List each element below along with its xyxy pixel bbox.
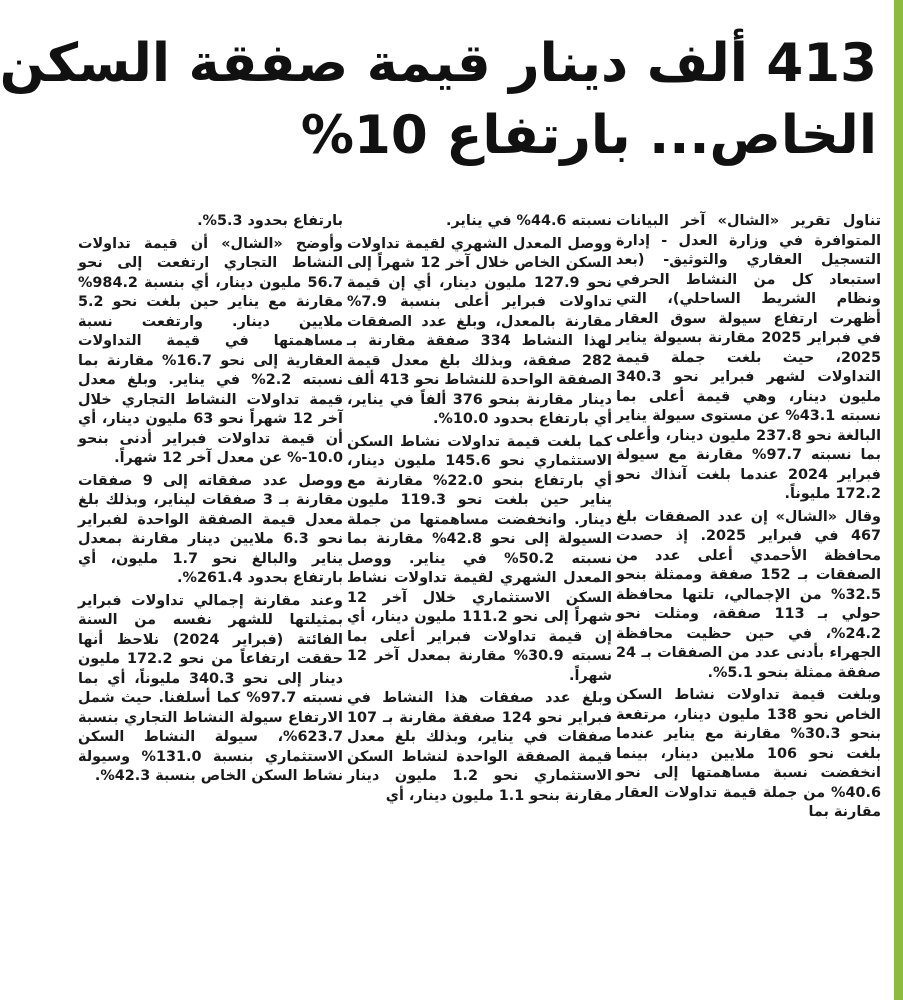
headline-line-2: الخاص... بارتفاع 10% [300,105,877,166]
paragraph: وأوضح «الشال» أن قيمة تداولات النشاط التجاري ارتفعت إلى نحو 56.7 مليون دينار، أي بنسبة 984.2% مقارنة مع يناير حين بلغت نحو 5.2 ملايين دينار. وارتفعت نسبة مساهمتها في قيمة التداولات العقارية إلى نحو 16.7% مقارنة بما نسبته 2.2% في يناير. وبلغ معدل قيمة تداولات النشاط التجاري خلال آخر 12 شهراً نحو 63 مليون دينار، أي أن قيمة تداولات فبراير أدنى بنحو 10.0-% عن معدل آخر 12 شهراً. [78,235,343,466]
headline-line-1: 413 ألف دينار قيمة صفقة السكن [0,33,877,94]
paragraph: ووصل عدد صفقاته إلى 9 صفقات مقارنة بـ 3 صفقات ليناير، وبذلك بلغ معدل قيمة الصفقة الواحدة لفبراير نحو 6.3 ملايين دينار مقارنة بمعدل يناير والبالغ نحو 1.7 مليون، أي بارتفاع بحدود 261.4%. [78,472,344,586]
article-body [78,212,881,1000]
column-3 [78,212,343,1000]
paragraph: وعند مقارنة إجمالي تداولات فبراير بمثيلتها للشهر نفسه من السنة الفائتة (فبراير 2024) نلاحظ أنها حققت ارتفاعاً من نحو 172.2 مليون دينار إلى نحو 340.3 مليوناً، أي بما نسبته 97.7% كما أسلفنا. حيث شمل الارتفاع سيولة النشاط التجاري بنسبة 623.7%، سيولة النشاط السكن الاستثماري بنسبة 131.0% وسيولة نشاط السكن الخاص بنسبة 42.3%. [78,592,344,784]
paragraph: وبلغ عدد صفقات هذا النشاط في فبراير نحو 124 صفقة مقارنة بـ 107 صفقات في يناير، وبذلك بلغ معدل قيمة الصفقة الواحدة لنشاط السكن الاستثماري نحو 1.2 مليون دينار مقارنة بنحو 1.1 مليون دينار، أي [347,690,613,804]
paragraph: نسبته 44.6% في يناير. [446,213,612,229]
accent-bar [894,0,903,1000]
column-1 [616,212,881,1000]
paragraph: كما بلغت قيمة تداولات نشاط السكن الاستثماري نحو 145.6 مليون دينار، أي بارتفاع بنحو 22.0% مقارنة مع يناير حين بلغت نحو 119.3 مليون دينار. وانخفضت مساهمتها من جملة السيولة إلى نحو 42.8% مقارنة بما نسبته 50.2% في يناير. ووصل المعدل الشهري لقيمة تداولات نشاط السكن الاستثماري خلال آخر 12 شهراً إلى نحو 111.2 مليون دينار، أي إن قيمة تداولات فبراير أعلى بما نسبته 30.9% مقارنة بمعدل آخر 12 شهراً. [347,433,613,684]
headline [0,28,877,172]
column-2 [347,212,612,1000]
paragraph: تناول تقرير «الشال» آخر البيانات المتوافرة في وزارة العدل - إدارة التسجيل العقاري والتوثيق- (بعد استبعاد كل من النشاط الحرفي ونظام الشريط الساحلي)، التي أظهرت ارتفاع سيولة سوق العقار في فبراير 2025 مقارنة بسيولة يناير 2025، حيث بلغت جملة قيمة التداولات لشهر فبراير نحو 340.3 مليون دينار، وهي قيمة أعلى بما نسبته 43.1% عن مستوى سيولة يناير البالغة نحو 237.8 مليون دينار، وأعلى بما نسبته 97.7% مقارنة مع سيولة فبراير 2024 عندما بلغت آنذاك نحو 172.2 مليوناً. [616,213,882,502]
paragraph: وبلغت قيمة تداولات نشاط السكن الخاص نحو 138 مليون دينار، مرتفعة بنحو 30.3% مقارنة مع يناير عندما بلغت نحو 106 ملايين دينار، بينما انخفضت نسبة مساهمتها إلى نحو 40.6% من جملة قيمة تداولات العقار مقارنة بما [616,687,882,820]
paragraph: وقال «الشال» إن عدد الصفقات بلغ 467 في فبراير 2025. إذ حصدت محافظة الأحمدي أعلى عدد من الصفقات بـ 152 صفقة وممثلة بنحو 32.5% من الإجمالي، تلتها محافظة حولي بـ 113 صفقة، ومثلت نحو 24.2%، في حين حظيت محافظة الجهراء بأدنى عدد من الصفقات بـ 24 صفقة ممثلة بنحو 5.1%. [616,508,882,681]
paragraph: بارتفاع بحدود 5.3%. [197,213,343,229]
paragraph: ووصل المعدل الشهري لقيمة تداولات السكن الخاص خلال آخر 12 شهراً إلى نحو 127.9 مليون دينار، أي إن قيمة تداولات فبراير أعلى بنسبة 7.9% مقارنة بالمعدل، وبلغ عدد الصفقات لهذا النشاط 334 صفقة مقارنة بـ 282 صفقة، وبذلك بلغ معدل قيمة الصفقة الواحدة للنشاط نحو 413 ألف دينار مقارنة بنحو 376 ألفاً في يناير، أي بارتفاع بحدود 10.0%. [347,235,613,427]
